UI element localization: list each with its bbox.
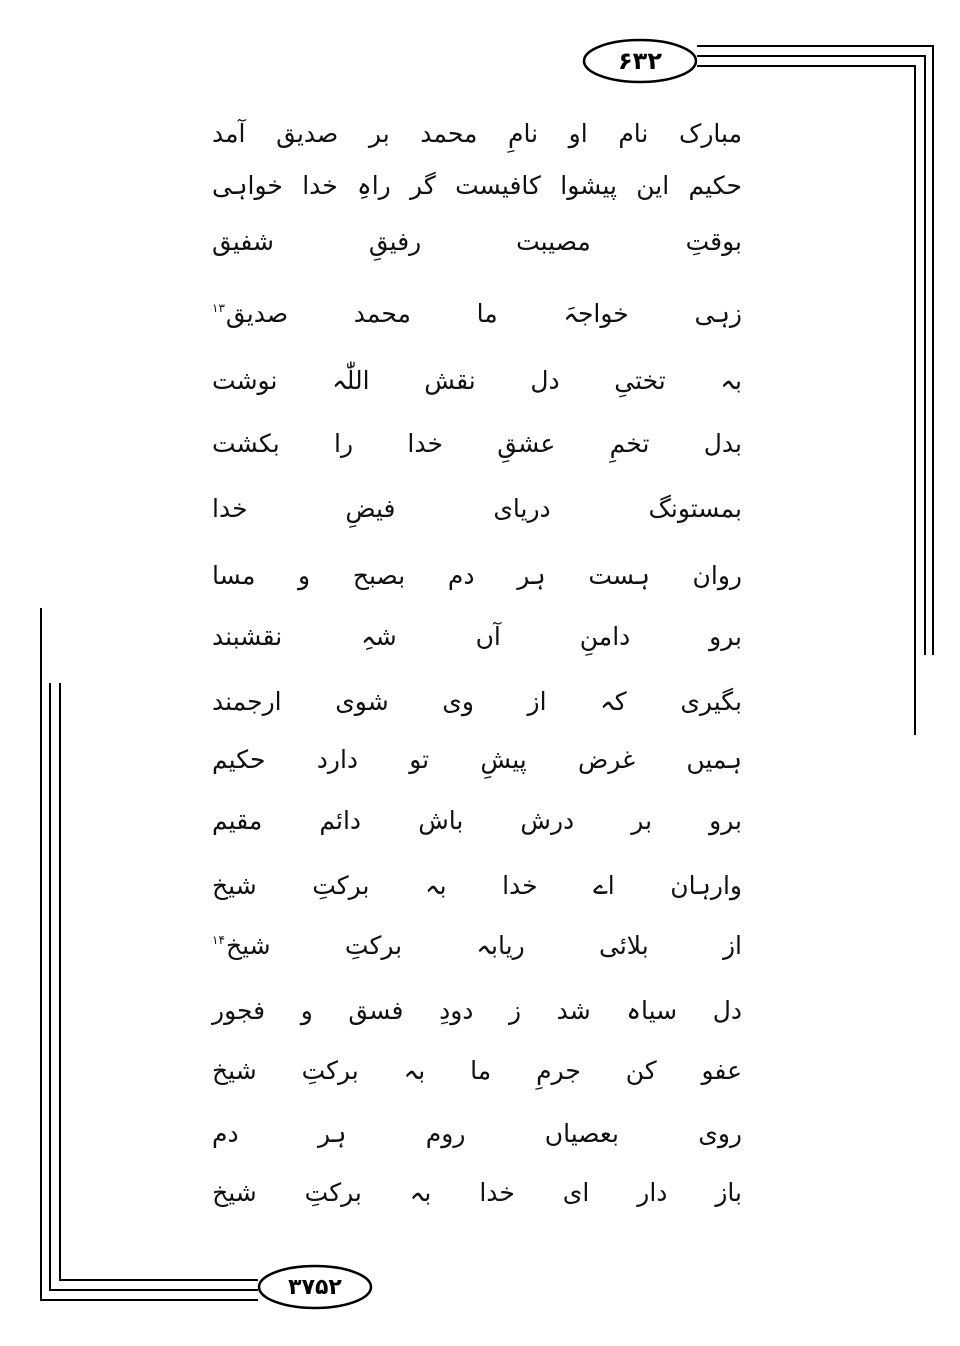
verse-line [212,108,742,158]
verse-word: حکیم [212,744,266,774]
verse-word: کافیست [455,170,541,200]
verse-word: آں [475,621,501,651]
verse-word: مقیم [212,805,263,835]
verse-word: ہمیں [686,744,742,774]
footnote-marker: ۱۳ [212,301,225,316]
verse-word: بکشت [212,428,280,458]
verse-word: و [300,995,313,1025]
verse-word: پیشوا [560,170,617,200]
verse-word: کہ [600,686,627,716]
verse-word: نام [618,118,649,148]
verse-line [212,1167,742,1217]
verse-word: خواجہَ [563,298,629,328]
verse-word: غرض [577,744,636,774]
verse-word: حکیم [688,170,742,200]
verse-word: اے [593,870,615,900]
verse-word: دریای [493,493,551,523]
verse-word: بر [631,805,653,835]
verse-line [212,1045,742,1095]
verse-word: بر [368,118,390,148]
verse-line [212,795,742,845]
verse-word: شد [556,995,591,1025]
verse-word: مسا [212,560,256,590]
verse-word: و [298,560,311,590]
verse-word: دل [530,365,560,395]
verse-word: روم [425,1118,466,1148]
verse-line [212,216,742,266]
verse-word: نوشت [212,365,278,395]
verse-word: شیخ [212,1055,257,1085]
verse-word: برکتِ [301,1055,359,1085]
verse-word: دائم [319,805,362,835]
verse-word: تو [409,744,430,774]
verse-line [212,355,742,405]
verse-word: را [334,428,354,458]
verse-word: خواہی [212,170,283,200]
verse-word: وارہان [670,870,742,900]
verse-line [212,611,742,661]
verse-line [212,418,742,468]
verse-line [212,734,742,784]
verse-word: فجور [212,995,266,1025]
footnote-marker: ۱۴ [212,933,225,948]
verse-word: ای [562,1177,590,1207]
verse-line [212,860,742,910]
verse-word: دم [447,560,475,590]
verse-word-with-footnote [212,930,271,960]
verse-word: صدیق [225,298,289,328]
verse-word: درش [520,805,575,835]
verse-word: روان [692,560,742,590]
verse-word: دار [637,1177,668,1207]
verse-word: وی [442,686,474,716]
verse-word: بہ [424,870,447,900]
verse-word: رفیقِ [368,226,422,256]
verse-word: این [636,170,670,200]
verse-word: برکتِ [344,930,403,960]
verse-word: اللّٰہ [332,365,370,395]
verse-word: بگیری [680,686,742,716]
verse-line [212,550,742,600]
verse-word: زہی [694,298,742,328]
verse-word: عفو [701,1055,742,1085]
verse-word: او [568,118,588,148]
verse-word: نقشبند [212,621,283,651]
verse-word: باز [715,1177,742,1207]
verse-word: نامِ [508,118,539,148]
verse-word: برکتِ [304,1177,362,1207]
verse-word: ز [509,995,522,1025]
verse-word: گر [410,170,436,200]
verse-word: مبارک [678,118,742,148]
verse-word: دارد [316,744,359,774]
verse-word: پیشِ [480,744,527,774]
verse-word: تخمِ [609,428,650,458]
verse-word: صدیق [276,118,339,148]
verse-word: خدا [212,493,248,523]
verse-word: راہِ [357,170,391,200]
verse-word: از [527,686,547,716]
verse-line [212,160,742,210]
verse-word: بصبح [352,560,406,590]
verse-word: ارجمند [212,686,282,716]
verse-line [212,676,742,726]
verse-word: فسق [348,995,404,1025]
verse-word: روی [698,1118,742,1148]
verse-word: برکتِ [312,870,370,900]
verse-word: باش [418,805,464,835]
verse-word: شیخ [225,930,271,960]
verse-word: ریابہ [476,930,525,960]
verse-word: برو [709,805,742,835]
verse-word: تختیِ [614,365,666,395]
verse-word: محمد [420,118,478,148]
verse-line [212,483,742,533]
verse-word: برو [709,621,742,651]
verse-word: کن [625,1055,657,1085]
bottom-page-number: ۳۷۵۲ [288,1274,342,1300]
verse-word: دودِ [439,995,474,1025]
verse-line [212,288,742,338]
verse-word: دل [712,995,742,1025]
verse-word: بعصیاں [544,1118,619,1148]
verse-word: شوی [335,686,389,716]
verse-word: ہر [318,1118,347,1148]
top-page-number: ۶۳۲ [618,47,662,75]
verse-word: شہِ [361,621,397,651]
verse-word: فیضِ [345,493,396,523]
verse-word: بمستونگ [648,493,742,523]
verse-word: بہ [403,1055,426,1085]
verse-line [212,920,742,970]
verse-word: ما [476,298,498,328]
verse-line [212,985,742,1035]
verse-word: خدا [302,170,338,200]
verse-word: ہست [588,560,650,590]
verse-word: دامنِ [579,621,631,651]
verse-word: بدل [703,428,742,458]
verse-word: ہر [517,560,546,590]
verse-line [212,1108,742,1158]
verse-word: آمد [212,118,246,148]
verse-word: بوقتِ [685,226,742,256]
verse-word-with-footnote [212,298,289,328]
verse-word: شیخ [212,1177,257,1207]
verse-word: دم [212,1118,239,1148]
verse-word: شیخ [212,870,257,900]
verse-word: محمد [353,298,411,328]
verse-word: بلائی [598,930,649,960]
verse-word: بہ [720,365,742,395]
verse-word: ما [470,1055,492,1085]
verse-word: سیاہ [626,995,678,1025]
verse-word: خدا [407,428,443,458]
verse-word: شفیق [212,226,274,256]
verse-word: بہ [409,1177,432,1207]
verse-word: مصیبت [516,226,591,256]
verse-word: عشقِ [497,428,556,458]
verse-word: خدا [479,1177,515,1207]
verse-word: از [722,930,742,960]
verse-word: خدا [502,870,538,900]
verse-word: نقش [424,365,476,395]
verse-word: جرمِ [536,1055,581,1085]
